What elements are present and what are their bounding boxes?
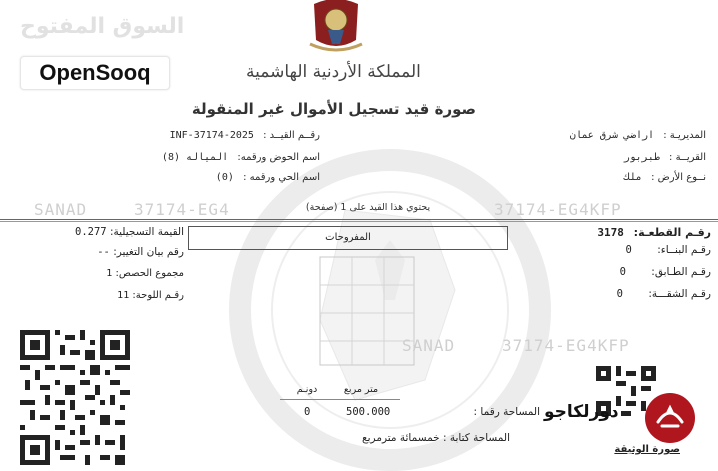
kingdom-heading: المملكة الأردنية الهاشمية bbox=[246, 62, 421, 82]
area-written-label: المساحة كتابة : bbox=[442, 432, 510, 444]
area-numeric-label: المساحة رقما : bbox=[473, 406, 540, 418]
jordan-crest-icon bbox=[306, 0, 366, 56]
basin-label: اسم الحوض ورقمه: bbox=[237, 152, 320, 163]
plate-number-row bbox=[8, 290, 184, 301]
plot-number-row bbox=[556, 226, 711, 239]
plot-number-label: رقـم القطعـة: bbox=[633, 226, 711, 239]
code-watermark-left: 37174-EG4 bbox=[134, 200, 230, 219]
floor-number-label: رقـم الطـابق: bbox=[651, 266, 711, 278]
opensooq-logo: OpenSooq bbox=[20, 56, 170, 90]
registered-value-label: القيمة التسجيلية: bbox=[109, 226, 184, 238]
basin-row bbox=[90, 152, 320, 163]
change-statement-value: -- bbox=[97, 246, 110, 258]
sanad-watermark-mid: SANAD bbox=[402, 336, 456, 355]
land-type-value: ملك bbox=[623, 172, 642, 183]
shares-total-value: 1 bbox=[106, 268, 113, 279]
building-number-label: رقـم البنــاء: bbox=[657, 244, 711, 256]
conditions-box bbox=[188, 226, 508, 250]
village-label: القريــة : bbox=[669, 152, 706, 163]
document-photo-label: صورة الوثيقة bbox=[614, 444, 680, 455]
plate-number-label: رقـم اللوحة: bbox=[132, 290, 184, 301]
qr-code-left bbox=[20, 330, 130, 465]
shares-total-label: مجموع الحصص: bbox=[115, 268, 184, 279]
village-value: طبربور bbox=[623, 152, 660, 163]
area-header-divider bbox=[280, 399, 400, 400]
change-statement-row bbox=[8, 246, 184, 258]
area-written-value: خمسمائة مترمربع bbox=[362, 432, 440, 444]
registration-number-label: رقــم القيــد : bbox=[263, 130, 320, 141]
plot-number-value: 3178 bbox=[597, 226, 624, 239]
area-dunum-column-header: دونـم bbox=[296, 384, 318, 395]
directorate-row bbox=[470, 130, 706, 141]
pages-note: يحتوي هذا القيد على 1 (صفحة) bbox=[305, 202, 431, 213]
section-divider-secondary bbox=[0, 221, 718, 222]
area-dunum-value: 0 bbox=[304, 406, 311, 418]
directorate-label: المديريـة : bbox=[663, 130, 706, 141]
code-watermark-right: 37174-EG4KFP bbox=[494, 200, 622, 219]
area-sqm-value: 500.000 bbox=[346, 406, 391, 418]
registered-value-value: 0.277 bbox=[75, 226, 107, 238]
building-number-row bbox=[556, 244, 711, 256]
registration-number-row bbox=[90, 130, 320, 141]
land-type-label: نــوع الأرض : bbox=[651, 172, 706, 183]
floor-number-value: 0 bbox=[619, 266, 626, 278]
dorlak-logo-icon bbox=[644, 392, 696, 444]
district-row bbox=[90, 172, 320, 183]
sanad-watermark-left: SANAD bbox=[34, 200, 88, 219]
apartment-number-value: 0 bbox=[616, 288, 623, 300]
document-title: صورة قيد تسجيل الأموال غير المنقولة bbox=[191, 100, 476, 118]
change-statement-label: رقم بيان التغيير: bbox=[113, 246, 184, 258]
floor-number-row bbox=[556, 266, 711, 278]
apartment-number-row bbox=[556, 288, 711, 300]
directorate-value: اراضي شرق عمان bbox=[569, 130, 655, 141]
opensooq-arabic-logo: السوق المفتوح bbox=[20, 14, 185, 39]
building-number-value: 0 bbox=[625, 244, 632, 256]
land-type-row bbox=[470, 172, 706, 183]
conditions-label: المفروحات bbox=[325, 232, 371, 243]
apartment-number-label: رقـم الشقـــة: bbox=[648, 288, 711, 300]
area-sqm-column-header: متر مربع bbox=[343, 384, 379, 395]
dorlak-logo-text: دورلكاجو bbox=[544, 402, 619, 422]
basin-value: المياله (8) bbox=[161, 152, 229, 163]
code-watermark-mid: 37174-EG4KFP bbox=[502, 336, 630, 355]
district-label: اسم الحي ورقمه : bbox=[243, 172, 320, 183]
plate-number-value: 11 bbox=[117, 290, 130, 301]
registered-value-row bbox=[8, 226, 184, 238]
area-written-row bbox=[280, 432, 510, 444]
village-row bbox=[470, 152, 706, 163]
section-divider bbox=[0, 219, 718, 220]
registration-number-value: 2025-INF-37174 bbox=[169, 130, 254, 141]
shares-total-row bbox=[8, 268, 184, 279]
district-value: (0) bbox=[215, 172, 234, 183]
